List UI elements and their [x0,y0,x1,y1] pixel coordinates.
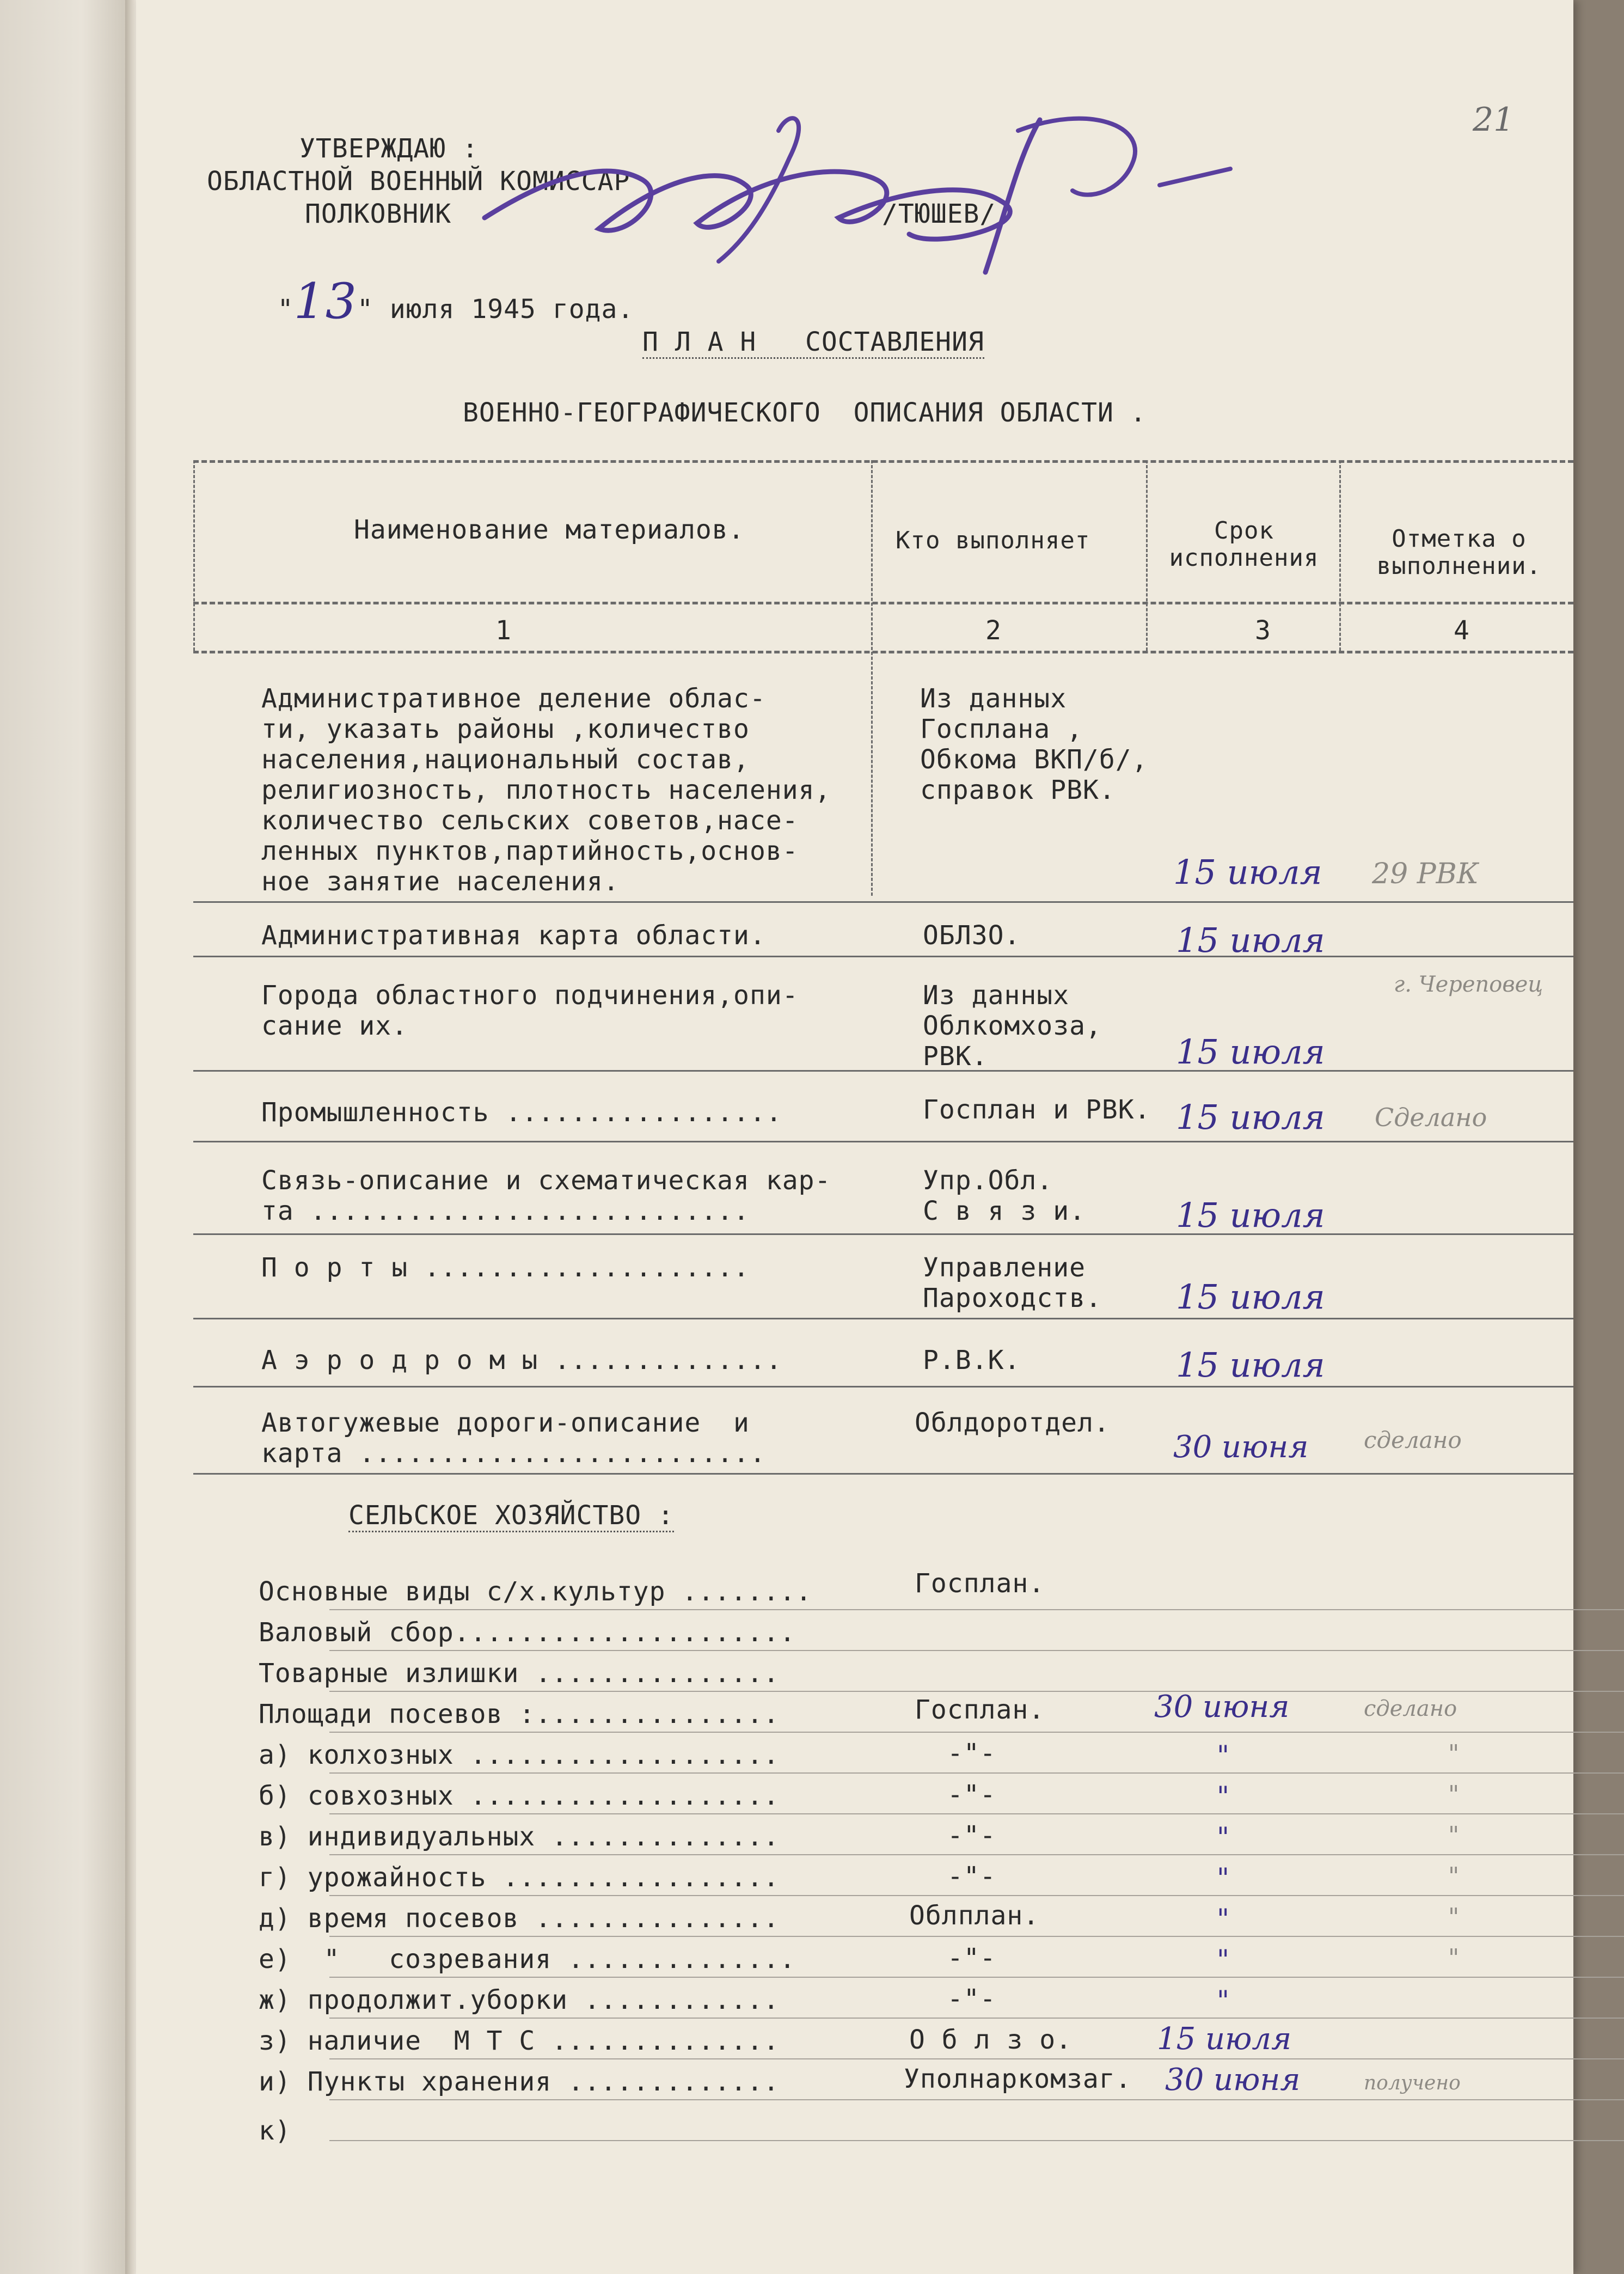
col-number-4: 4 [1454,615,1470,646]
agri-name-other: к) [259,2116,291,2146]
row-due-industry: 15 июля [1176,1097,1325,1137]
row-rule [193,1473,1573,1475]
agri-who-individual: -"- [947,1820,996,1851]
col-3-line [1339,460,1341,651]
agri-mark-kolkhoz: " [1448,1740,1460,1768]
agri-due-individual: " [1217,1821,1229,1853]
agri-who-harvest-duration: -"- [947,1984,996,2014]
binder-left-page [0,0,136,2274]
agri-rule [329,2140,1624,2141]
agri-due-sovkhoz: " [1217,1781,1229,1812]
agri-rule [329,1772,1624,1774]
row-mark-industry: Сделано [1375,1103,1487,1132]
row-mark-cities: г. Череповец [1394,972,1543,997]
agri-who-storage: Уполнаркомзаг. [904,2064,1132,2094]
table-top-border [193,460,1573,463]
agri-due-sowing-time: " [1217,1903,1229,1935]
row-who-communications: Упр.Обл. С в я з и. [923,1165,1086,1226]
row-due-ports: 15 июля [1176,1277,1325,1317]
agri-rule [329,2099,1624,2100]
row-rule [193,1386,1573,1387]
agri-rule [329,1895,1624,1896]
page-number: 21 [1473,101,1515,139]
agri-rule [329,1732,1624,1733]
row-rule [193,1233,1573,1235]
approval-line-1: УТВЕРЖДАЮ : [299,133,479,164]
row-mark-roads: сделано [1364,1427,1462,1453]
agri-who-ripening: -"- [947,1943,996,1973]
col-number-1: 1 [495,615,512,646]
agri-name-harvest-duration: ж) продолжит.уборки ............ [259,1985,780,2015]
agri-name-sovkhoz: б) совхозных ................... [259,1781,780,1811]
agri-name-mts: з) наличие М Т С .............. [259,2026,780,2056]
row-name-admin-map: Административная карта области. [261,920,766,951]
agri-rule [329,2058,1624,2059]
row-who-admin-division: Из данных Госплана , Обкома ВКП/б/, справок РВК. [920,683,1148,805]
row-name-airfields: А э р о д р о м ы .............. [261,1345,782,1376]
agri-due-harvest-duration: " [1217,1985,1229,2016]
row-name-industry: Промышленность ................. [261,1097,782,1128]
col-1-line [871,460,873,896]
agri-rule [329,1936,1624,1937]
row-who-roads: Облдоротдел. [915,1408,1110,1438]
col-0-line [193,460,195,651]
agri-mark-ripening: " [1448,1944,1460,1972]
agri-who-yield: -"- [947,1861,996,1892]
agri-rule [329,1609,1624,1610]
row-who-ports: Управление Пароходств. [923,1252,1102,1313]
agri-mark-yield: " [1448,1862,1460,1890]
agri-due-ripening: " [1217,1944,1229,1976]
agri-mark-individual: " [1448,1821,1460,1849]
table-header-border [193,602,1573,604]
row-due-cities: 15 июля [1176,1032,1325,1072]
date-rest: " июля 1945 года. [357,294,634,325]
col-2-line [1146,460,1148,651]
row-rule [193,1070,1573,1072]
agri-who-sown-area: Госплан. [915,1695,1045,1725]
agri-name-crop-types: Основные виды с/х.культур ........ [259,1576,812,1607]
agri-who-kolkhoz: -"- [947,1738,996,1769]
agri-mark-sown-area: сделано [1364,1696,1457,1721]
row-due-admin-division: 15 июля [1173,852,1322,892]
agri-who-sovkhoz: -"- [947,1780,996,1810]
approval-line-2: ОБЛАСТНОЙ ВОЕННЫЙ КОМИССАР [207,166,630,197]
date-day: 13 [293,273,358,330]
agri-name-individual: в) индивидуальных .............. [259,1821,780,1852]
agri-name-gross-harvest: Валовый сбор..................... [259,1617,796,1648]
agri-name-ripening: е) " созревания .............. [259,1944,796,1975]
title-line-2: ВОЕННО-ГЕОГРАФИЧЕСКОГО ОПИСАНИЯ ОБЛАСТИ . [463,398,1147,428]
agri-mark-sowing-time: " [1448,1903,1460,1931]
row-name-cities: Города областного подчинения,опи- сание их. [261,980,799,1041]
title-line-1: П Л А Н СОСТАВЛЕНИЯ [642,327,984,359]
agri-due-yield: " [1217,1862,1229,1894]
agri-rule [329,1854,1624,1855]
approval-name: /ТЮШЕВ/. [882,199,1013,229]
agri-due-mts: 15 июля [1157,2021,1292,2057]
agri-name-sowing-time: д) время посевов ............... [259,1903,780,1934]
header-name: Наименование материалов. [354,515,745,545]
agri-who-mts: О б л з о. [909,2025,1072,2055]
header-mark: Отметка о выполнении. [1376,525,1542,580]
agri-mark-storage: получено [1364,2072,1461,2094]
agri-name-surplus: Товарные излишки ............... [259,1658,780,1689]
agri-who-crop-types: Госплан. [915,1568,1045,1599]
agri-rule [329,1650,1624,1651]
agri-due-sown-area: 30 июня [1154,1689,1290,1725]
agri-heading: СЕЛЬСКОЕ ХОЗЯЙСТВО : [348,1500,674,1532]
row-who-admin-map: ОБЛЗО. [923,920,1021,951]
row-name-ports: П о р т ы .................... [261,1252,750,1283]
agri-due-kolkhoz: " [1217,1740,1229,1771]
agri-rule [329,1813,1624,1814]
row-due-admin-map: 15 июля [1176,920,1325,960]
row-rule [193,1318,1573,1319]
agri-rule [329,1977,1624,1978]
row-due-communications: 15 июля [1176,1195,1325,1235]
header-who: Кто выполняет [896,527,1090,554]
row-rule [193,901,1573,903]
agri-due-storage: 30 июня [1165,2062,1301,2098]
row-due-airfields: 15 июля [1176,1345,1325,1385]
agri-mark-sovkhoz: " [1448,1781,1460,1808]
row-name-admin-division: Административное деление облас- ти, указать районы ,количество населения,национальный состав, религиозность, плотность населения, количество сельских советов,насе- ленных пунктов,партийность,основ- ное занятие населения. [261,683,831,897]
row-name-roads: Автогужевые дороги-описание и карта ......................... [261,1408,766,1469]
row-name-communications: Связь-описание и схематическая кар- та ........................... [261,1165,831,1226]
document-page [136,0,1573,2274]
table-number-border [193,651,1573,653]
binder-edge [125,0,137,2274]
col-number-3: 3 [1255,615,1271,646]
row-who-cities: Из данных Облкомхоза, РВК. [923,980,1102,1072]
approval-date [212,256,634,355]
row-rule [193,956,1573,957]
date-open-quote: " [277,294,294,325]
agri-name-storage: и) Пункты хранения ............. [259,2067,780,2097]
agri-name-kolkhoz: а) колхозных ................... [259,1740,780,1770]
row-who-industry: Госплан и РВК. [923,1095,1151,1125]
row-rule [193,1141,1573,1142]
agri-rule [329,1691,1624,1692]
header-due: Срок исполнения [1169,517,1319,572]
agri-rule [329,2018,1624,2019]
col-number-2: 2 [985,615,1002,646]
row-due-roads: 30 июня [1173,1429,1309,1465]
row-who-airfields: Р.В.К. [923,1345,1021,1376]
approval-line-3: ПОЛКОВНИК [305,199,452,229]
agri-name-sown-area: Площади посевов :............... [259,1699,780,1729]
agri-who-sowing-time: Облплан. [909,1900,1040,1931]
agri-name-yield: г) урожайность ................. [259,1862,780,1893]
row-mark-admin-division: 29 РВК [1372,858,1479,890]
